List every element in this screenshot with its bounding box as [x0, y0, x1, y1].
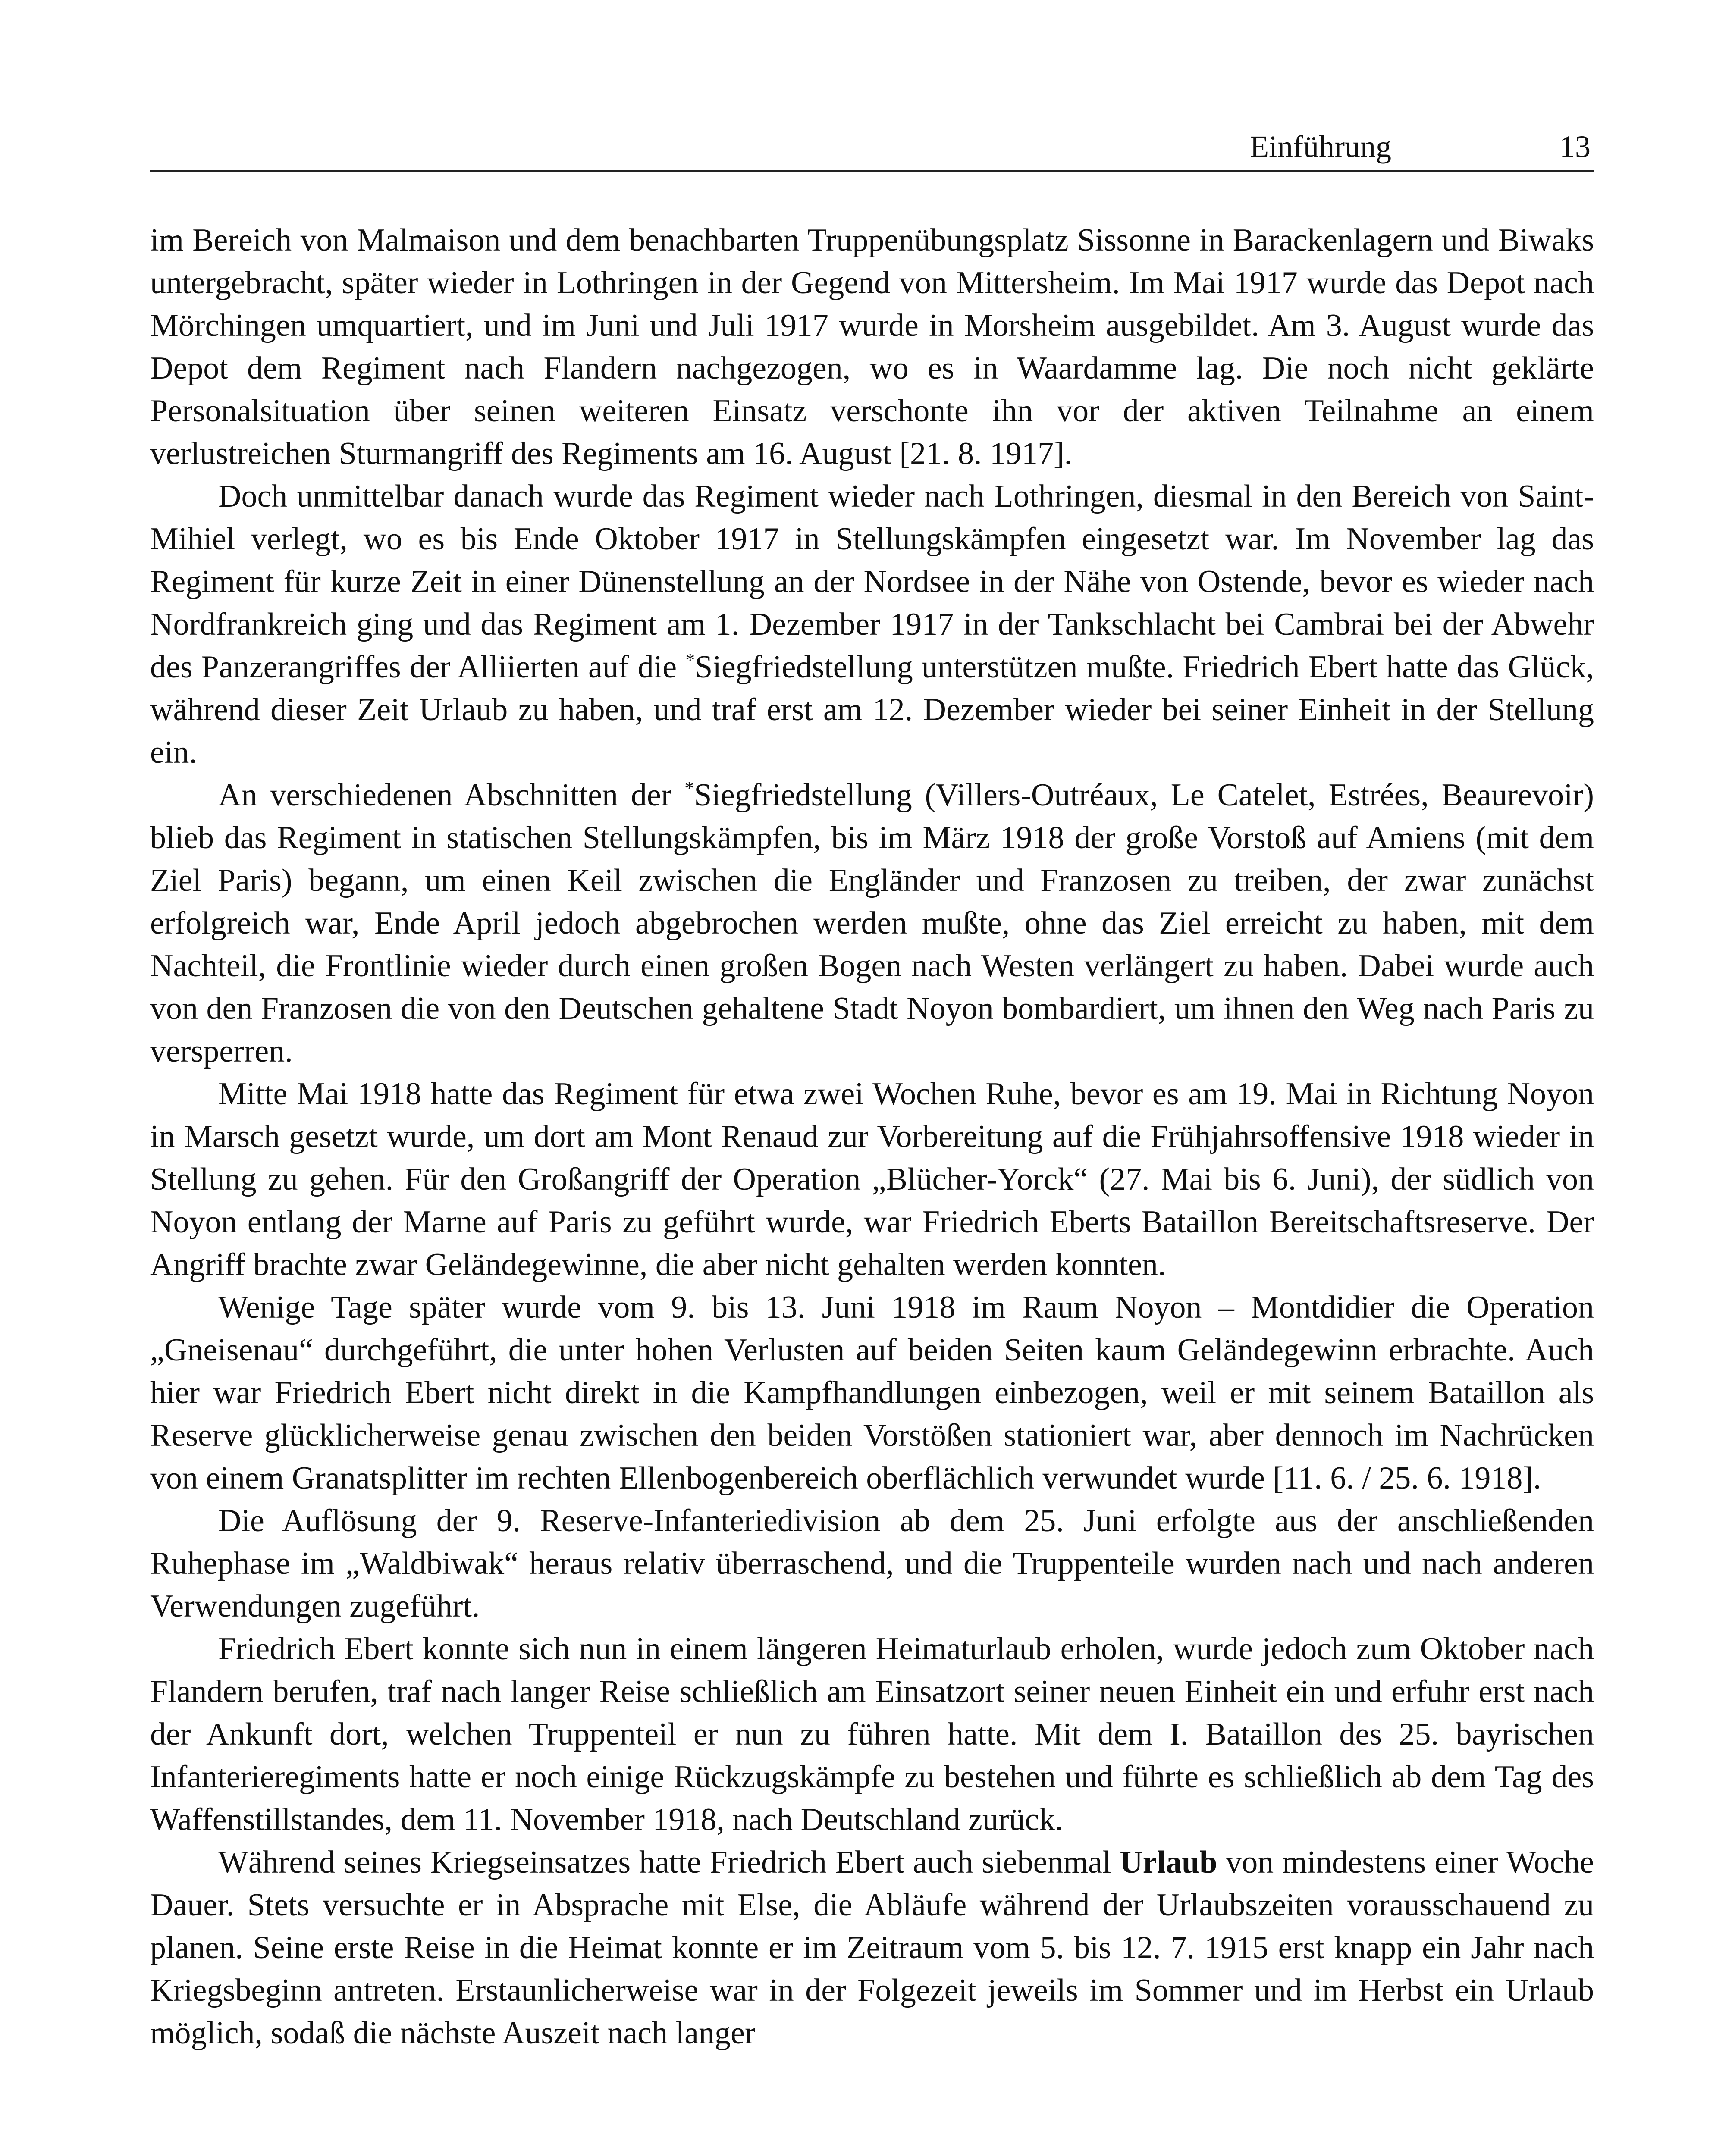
- paragraph-7: [150, 1628, 1594, 1841]
- paragraph-2: [150, 475, 1594, 774]
- page-number: 13: [1559, 129, 1591, 164]
- paragraph-6-text: Die Auflösung der 9. Reserve-Infanteriedivision ab dem 25. Juni erfolgte aus der anschließenden Ruhephase im „Waldbiwak“ heraus relativ überraschend, und die Truppenteile wurden nach und nach anderen Verwendungen zugeführt.: [150, 1503, 1594, 1624]
- body-text: [150, 219, 1594, 2055]
- paragraph-4: [150, 1073, 1594, 1286]
- paragraph-5: [150, 1286, 1594, 1500]
- paragraph-8-text-a: Während seines Kriegseinsatzes hatte Friedrich Ebert auch siebenmal: [218, 1845, 1120, 1880]
- paragraph-3-text-a: An verschiedenen Abschnitten der: [218, 777, 685, 813]
- paragraph-4-text: Mitte Mai 1918 hatte das Regiment für etwa zwei Wochen Ruhe, bevor es am 19. Mai in Richtung Noyon in Marsch gesetzt wurde, um dort am Mont Renaud zur Vorbereitung auf die Frühjahrsoffensive 1918 wieder in Stellung zu gehen. Für den Großangriff der Operation „Blücher-Yorck“ (27. Mai bis 6. Juni), der südlich von Noyon entlang der Marne auf Paris zu geführt wurde, war Friedrich Eberts Bataillon Bereitschaftsreserve. Der Angriff brachte zwar Geländegewinne, die aber nicht gehalten werden konnten.: [150, 1076, 1594, 1282]
- asterisk-mark: *: [684, 777, 694, 799]
- paragraph-2-text-a: Doch unmittelbar danach wurde das Regiment wieder nach Lothringen, diesmal in den Bereich von Saint-Mihiel verlegt, wo es bis Ende Oktober 1917 in Stellungskämpfen eingesetzt war. Im November lag das Regiment für kurze Zeit in einer Dünenstellung an der Nordsee in der Nähe von Ostende, bevor es wieder nach Nordfrankreich ging und das Regiment am 1. Dezember 1917 in der Tankschlacht bei Cambrai bei der Abwehr des Panzerangriffes der Alliierten auf die: [150, 479, 1594, 685]
- paragraph-1: [150, 219, 1594, 475]
- running-head: [150, 123, 1594, 172]
- paragraph-2-text-b: Siegfriedstellung unterstützen mußte. Friedrich Ebert hatte das Glück, während dieser Zeit Urlaub zu haben, und traf erst am 12. Dezember wieder bei seiner Einheit in der Stellung ein.: [150, 649, 1594, 770]
- paragraph-3: [150, 774, 1594, 1073]
- paragraph-5-text: Wenige Tage später wurde vom 9. bis 13. Juni 1918 im Raum Noyon – Montdidier die Operation „Gneisenau“ durchgeführt, die unter hohen Verlusten auf beiden Seiten kaum Geländegewinn erbrachte. Auch hier war Friedrich Ebert nicht direkt in die Kampfhandlungen einbezogen, weil er mit seinem Bataillon als Reserve glücklicherweise genau zwischen den beiden Vorstößen stationiert war, aber dennoch im Nachrücken von einem Granatsplitter im rechten Ellenbogenbereich oberflächlich verwundet wurde [11. 6. / 25. 6. 1918].: [150, 1290, 1594, 1496]
- paragraph-3-text-b: Siegfriedstellung (Villers-Outréaux, Le Catelet, Estrées, Beaurevoir) blieb das Regiment in statischen Stellungskämpfen, bis im März 1918 der große Vorstoß auf Amiens (mit dem Ziel Paris) begann, um einen Keil zwischen die Engländer und Franzosen zu treiben, der zwar zunächst erfolgreich war, Ende April jedoch abgebrochen werden mußte, ohne das Ziel erreicht zu haben, mit dem Nachteil, die Frontlinie wieder durch einen großen Bogen nach Westen verlängert zu haben. Dabei wurde auch von den Franzosen die von den Deutschen gehaltene Stadt Noyon bombardiert, um ihnen den Weg nach Paris zu versperren.: [150, 777, 1594, 1069]
- paragraph-7-text: Friedrich Ebert konnte sich nun in einem längeren Heimaturlaub erholen, wurde jedoch zum Oktober nach Flandern berufen, traf nach langer Reise schließlich am Einsatzort seiner neuen Einheit ein und erfuhr erst nach der Ankunft dort, welchen Truppenteil er nun zu führen hatte. Mit dem I. Bataillon des 25. bayrischen Infanterieregiments hatte er noch einige Rückzugskämpfe zu bestehen und führte es schließlich ab dem Tag des Waffenstillstandes, dem 11. November 1918, nach Deutschland zurück.: [150, 1631, 1594, 1837]
- bold-term: Urlaub: [1120, 1845, 1217, 1880]
- section-title: Einführung: [1250, 129, 1391, 164]
- paragraph-6: [150, 1500, 1594, 1628]
- paragraph-8: [150, 1841, 1594, 2055]
- paragraph-1-text: im Bereich von Malmaison und dem benachbarten Truppenübungsplatz Sissonne in Barackenlagern und Biwaks untergebracht, später wieder in Lothringen in der Gegend von Mittersheim. Im Mai 1917 wurde das Depot nach Mörchingen umquartiert, und im Juni und Juli 1917 wurde in Morsheim ausgebildet. Am 3. August wurde das Depot dem Regiment nach Flandern nachgezogen, wo es in Waardamme lag. Die noch nicht geklärte Personalsituation über seinen weiteren Einsatz verschonte ihn vor der aktiven Teilnahme an einem verlustreichen Sturmangriff des Regiments am 16. August [21. 8. 1917].: [150, 222, 1594, 471]
- paragraph-8-text-b: von mindestens einer Woche Dauer. Stets versuchte er in Absprache mit Else, die Abläufe während der Urlaubszeiten vorausschauend zu planen. Seine erste Reise in die Heimat konnte er im Zeitraum vom 5. bis 12. 7. 1915 erst knapp ein Jahr nach Kriegsbeginn antreten. Erstaunlicherweise war in der Folgezeit jeweils im Sommer und im Herbst ein Urlaub möglich, sodaß die nächste Auszeit nach langer: [150, 1845, 1594, 2051]
- asterisk-mark: *: [685, 649, 695, 671]
